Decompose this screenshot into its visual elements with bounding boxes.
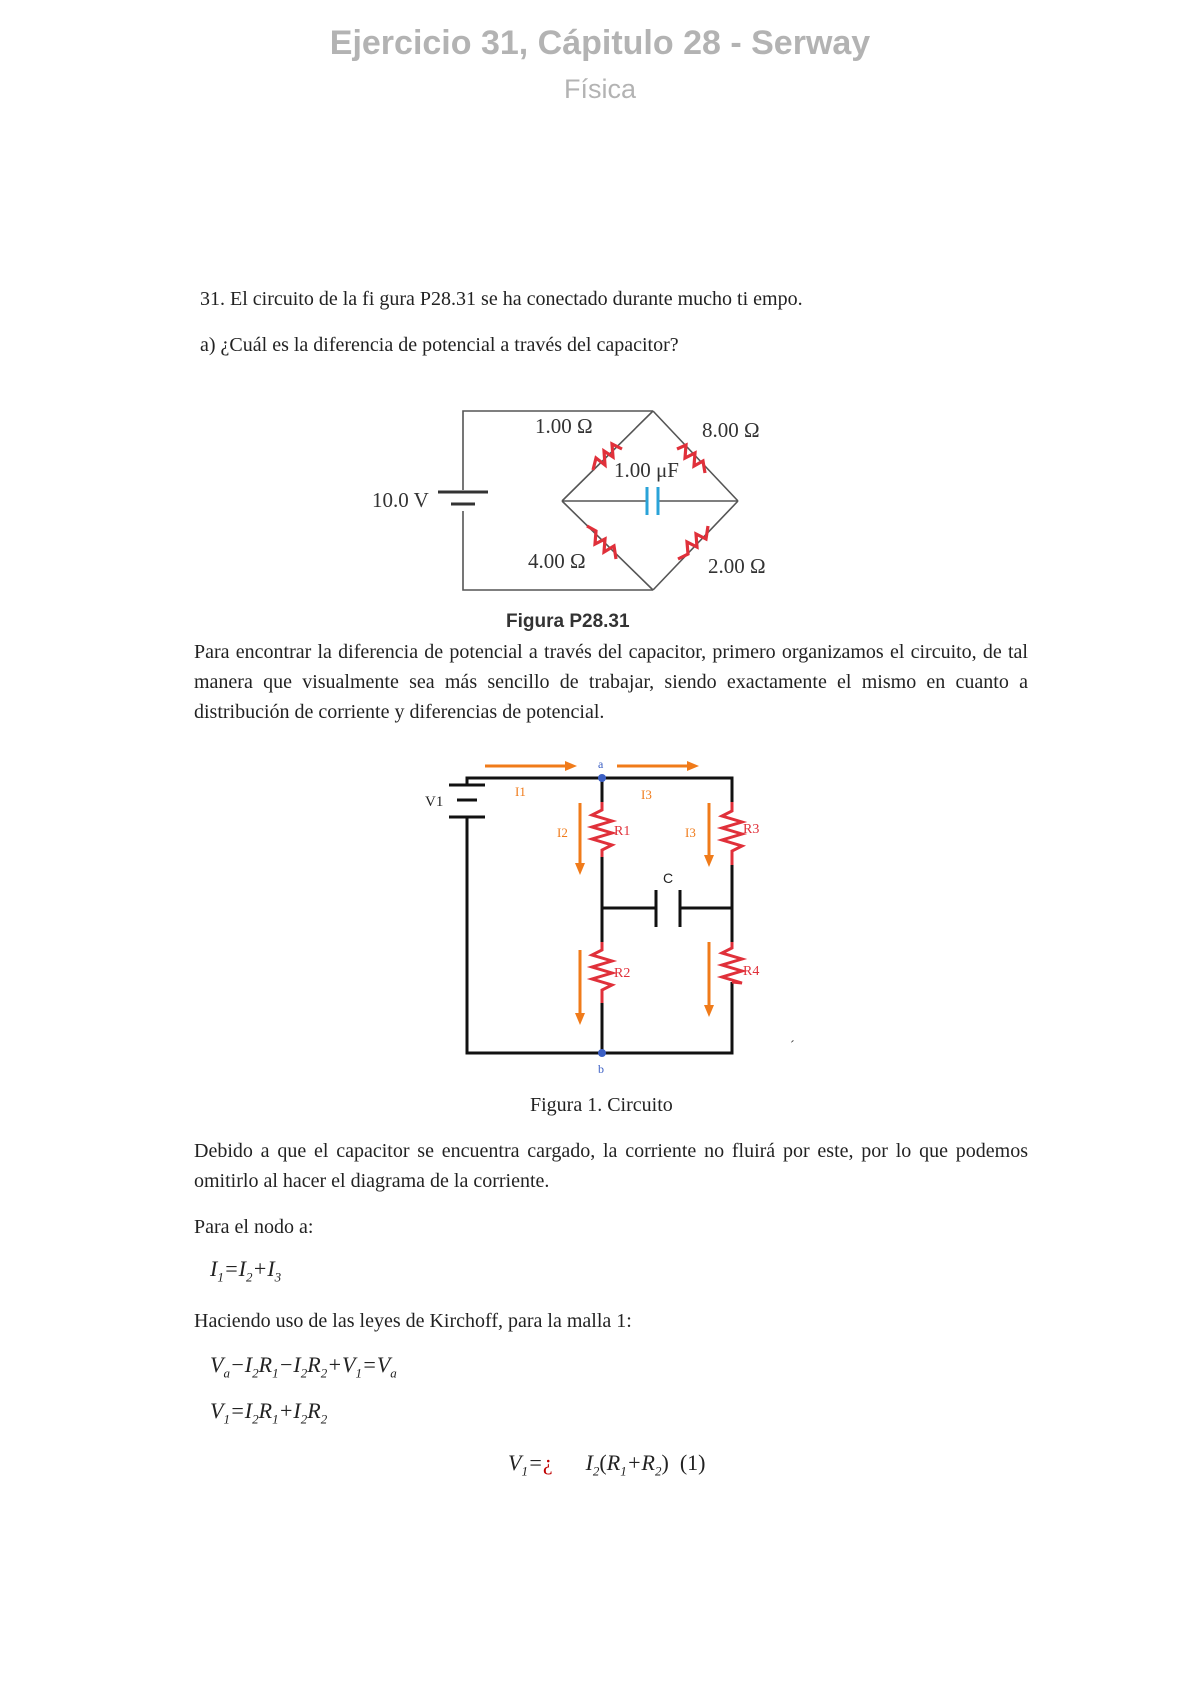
r2-label: R2 [614, 966, 631, 981]
node-b-label: b [598, 1062, 604, 1076]
equation-v1-expanded: $V_1=I_2R_1+I_2R_2$ [210, 1398, 328, 1427]
r-top-left-label: 1.00 Ω [535, 414, 593, 438]
figure-p28-31 [360, 405, 790, 635]
equation-mesh-1: $V_a-I_2R_1-I_2R_2+V_1=V_a$ [210, 1352, 397, 1381]
r1-label: R1 [614, 824, 631, 839]
figure-p28-31-caption: Figura P28.31 [506, 611, 630, 632]
node-b-dot [598, 1049, 606, 1057]
capacitor-c-label: C [663, 870, 674, 886]
resistor-8-ohm [677, 445, 705, 473]
node-a-label: a [598, 757, 604, 771]
question-a: a) ¿Cuál es la diferencia de potencial a través del capacitor? [200, 334, 679, 356]
paragraph-organize-circuit: Para encontrar la diferencia de potencial a través del capacitor, primero organizamos el circuito, de tal manera que visualmente sea más sencillo de trabajar, siendo exactamente el mismo en cuanto a distribución de corriente y diferencias de potencial. [194, 641, 1028, 723]
resistor-r3 [722, 802, 742, 865]
resistor-r2 [592, 942, 612, 1003]
r-bottom-right-label: 2.00 Ω [708, 554, 766, 578]
page-subtitle: Física [563, 74, 636, 104]
resistor-4-ohm [587, 526, 616, 559]
i3-top-label: I3 [641, 787, 652, 802]
resistor-r4 [722, 942, 742, 983]
resistor-2-ohm [678, 526, 708, 559]
problem-statement: 31. El circuito de la fi gura P28.31 se ha conectado durante mucho ti empo. [200, 288, 803, 310]
equation-node-a: $I_1=I_2+I_3$ [210, 1256, 282, 1285]
i3-side-label: I3 [685, 825, 696, 840]
r4-label: R4 [743, 964, 760, 979]
r-bottom-left-label: 4.00 Ω [528, 549, 586, 573]
r3-label: R3 [743, 822, 760, 837]
i2-label: I2 [557, 825, 568, 840]
paragraph-capacitor-charged: Debido a que el capacitor se encuentra cargado, la corriente no fluirá por este, por lo que podemos omitirlo al hacer el diagrama de la corriente. [194, 1140, 1028, 1192]
equation-1: $V_1=¿$ $I_2(R_1+R_2)$ (1) [508, 1450, 706, 1479]
node-a-heading: Para el nodo a: [194, 1216, 314, 1238]
battery-label: 10.0 V [372, 488, 429, 512]
node-a-dot [598, 774, 606, 782]
i1-label: I1 [515, 784, 526, 799]
figure-1-caption: Figura 1. Circuito [530, 1094, 673, 1116]
page-title: Ejercicio 31, Cápitulo 28 - Serway [329, 24, 871, 62]
capacitor-label: 1.00 μF [614, 458, 679, 482]
source-label: V1 [425, 794, 444, 810]
r-top-right-label: 8.00 Ω [702, 418, 760, 442]
resistor-r1 [592, 802, 612, 857]
figure-1-circuit [415, 755, 815, 1080]
stray-mark: ´ [790, 1039, 795, 1054]
mesh-1-heading: Haciendo uso de las leyes de Kirchoff, para la malla 1: [194, 1310, 632, 1332]
